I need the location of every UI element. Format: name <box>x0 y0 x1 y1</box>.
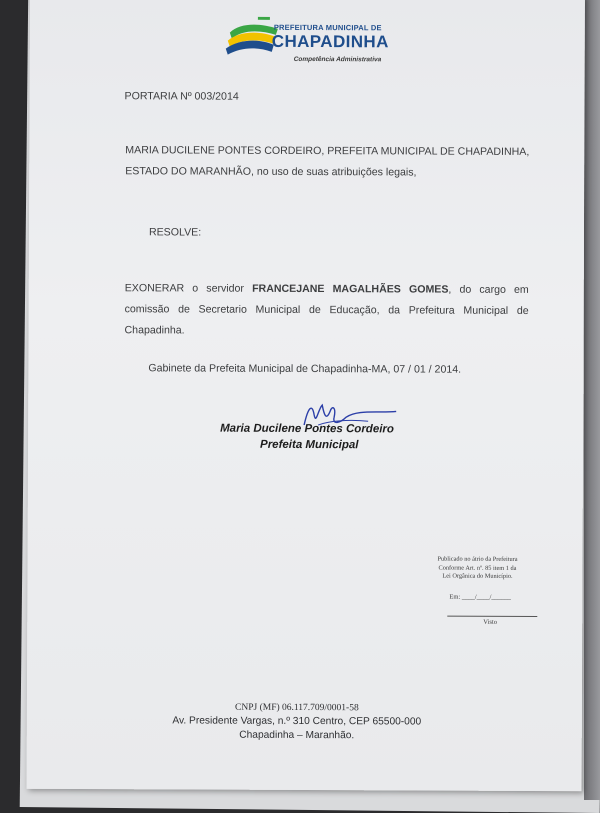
stamp-line-2: Conforme Art. nº. 85 item 1 da <box>438 564 517 572</box>
signatory-role: Prefeita Municipal <box>260 438 359 452</box>
preamble-paragraph: MARIA DUCILENE PONTES CORDEIRO, PREFEITA MUNICIPAL DE CHAPADINHA, ESTADO DO MARANHÃO, no uso de suas atribuições legais, <box>125 144 530 179</box>
gabinete-date-line: Gabinete da Prefeita Municipal de Chapadinha-MA, 07 / 01 / 2014. <box>148 362 462 376</box>
footer-address: Av. Presidente Vargas, n.º 310 Centro, CEP 65500-000 <box>172 715 422 728</box>
stamp-signature-line <box>447 616 537 617</box>
resolve-heading: RESOLVE: <box>148 226 202 239</box>
logo-slogan: Competência Administrativa <box>293 55 382 64</box>
portaria-number: PORTARIA Nº 003/2014 <box>124 90 239 103</box>
stamp-date-field: Em: ____/____/______ <box>449 593 511 601</box>
exonerar-lead-text: EXONERAR o servidor <box>124 282 253 295</box>
document-page <box>27 0 585 791</box>
logo-title-line: PREFEITURA MUNICIPAL DE <box>273 22 382 33</box>
publication-stamp <box>407 555 547 582</box>
stamp-line-1: Publicado no átrio da Prefeitura <box>437 555 518 563</box>
signatory-name: Maria Ducilene Pontes Cordeiro <box>220 422 394 436</box>
servidor-name: FRANCEJANE MAGALHÃES GOMES <box>252 282 449 296</box>
stamp-line-3: Lei Orgânica do Município. <box>442 573 513 581</box>
adjacent-paper-edge <box>584 0 600 800</box>
footer-city: Chapadinha – Maranhão. <box>239 729 355 742</box>
exoneration-paragraph <box>124 278 528 343</box>
footer-cnpj: CNPJ (MF) 06.117.709/0001-58 <box>235 702 359 714</box>
exonerar-rest-text: , do cargo em comissão de Secretario Municipal de Educação, da Prefeitura Municipal de Chapadinha. <box>124 283 529 337</box>
logo-city-name: CHAPADINHA <box>271 31 389 52</box>
stamp-visto-label: Visto <box>483 618 497 626</box>
prefeitura-logo <box>222 13 392 72</box>
